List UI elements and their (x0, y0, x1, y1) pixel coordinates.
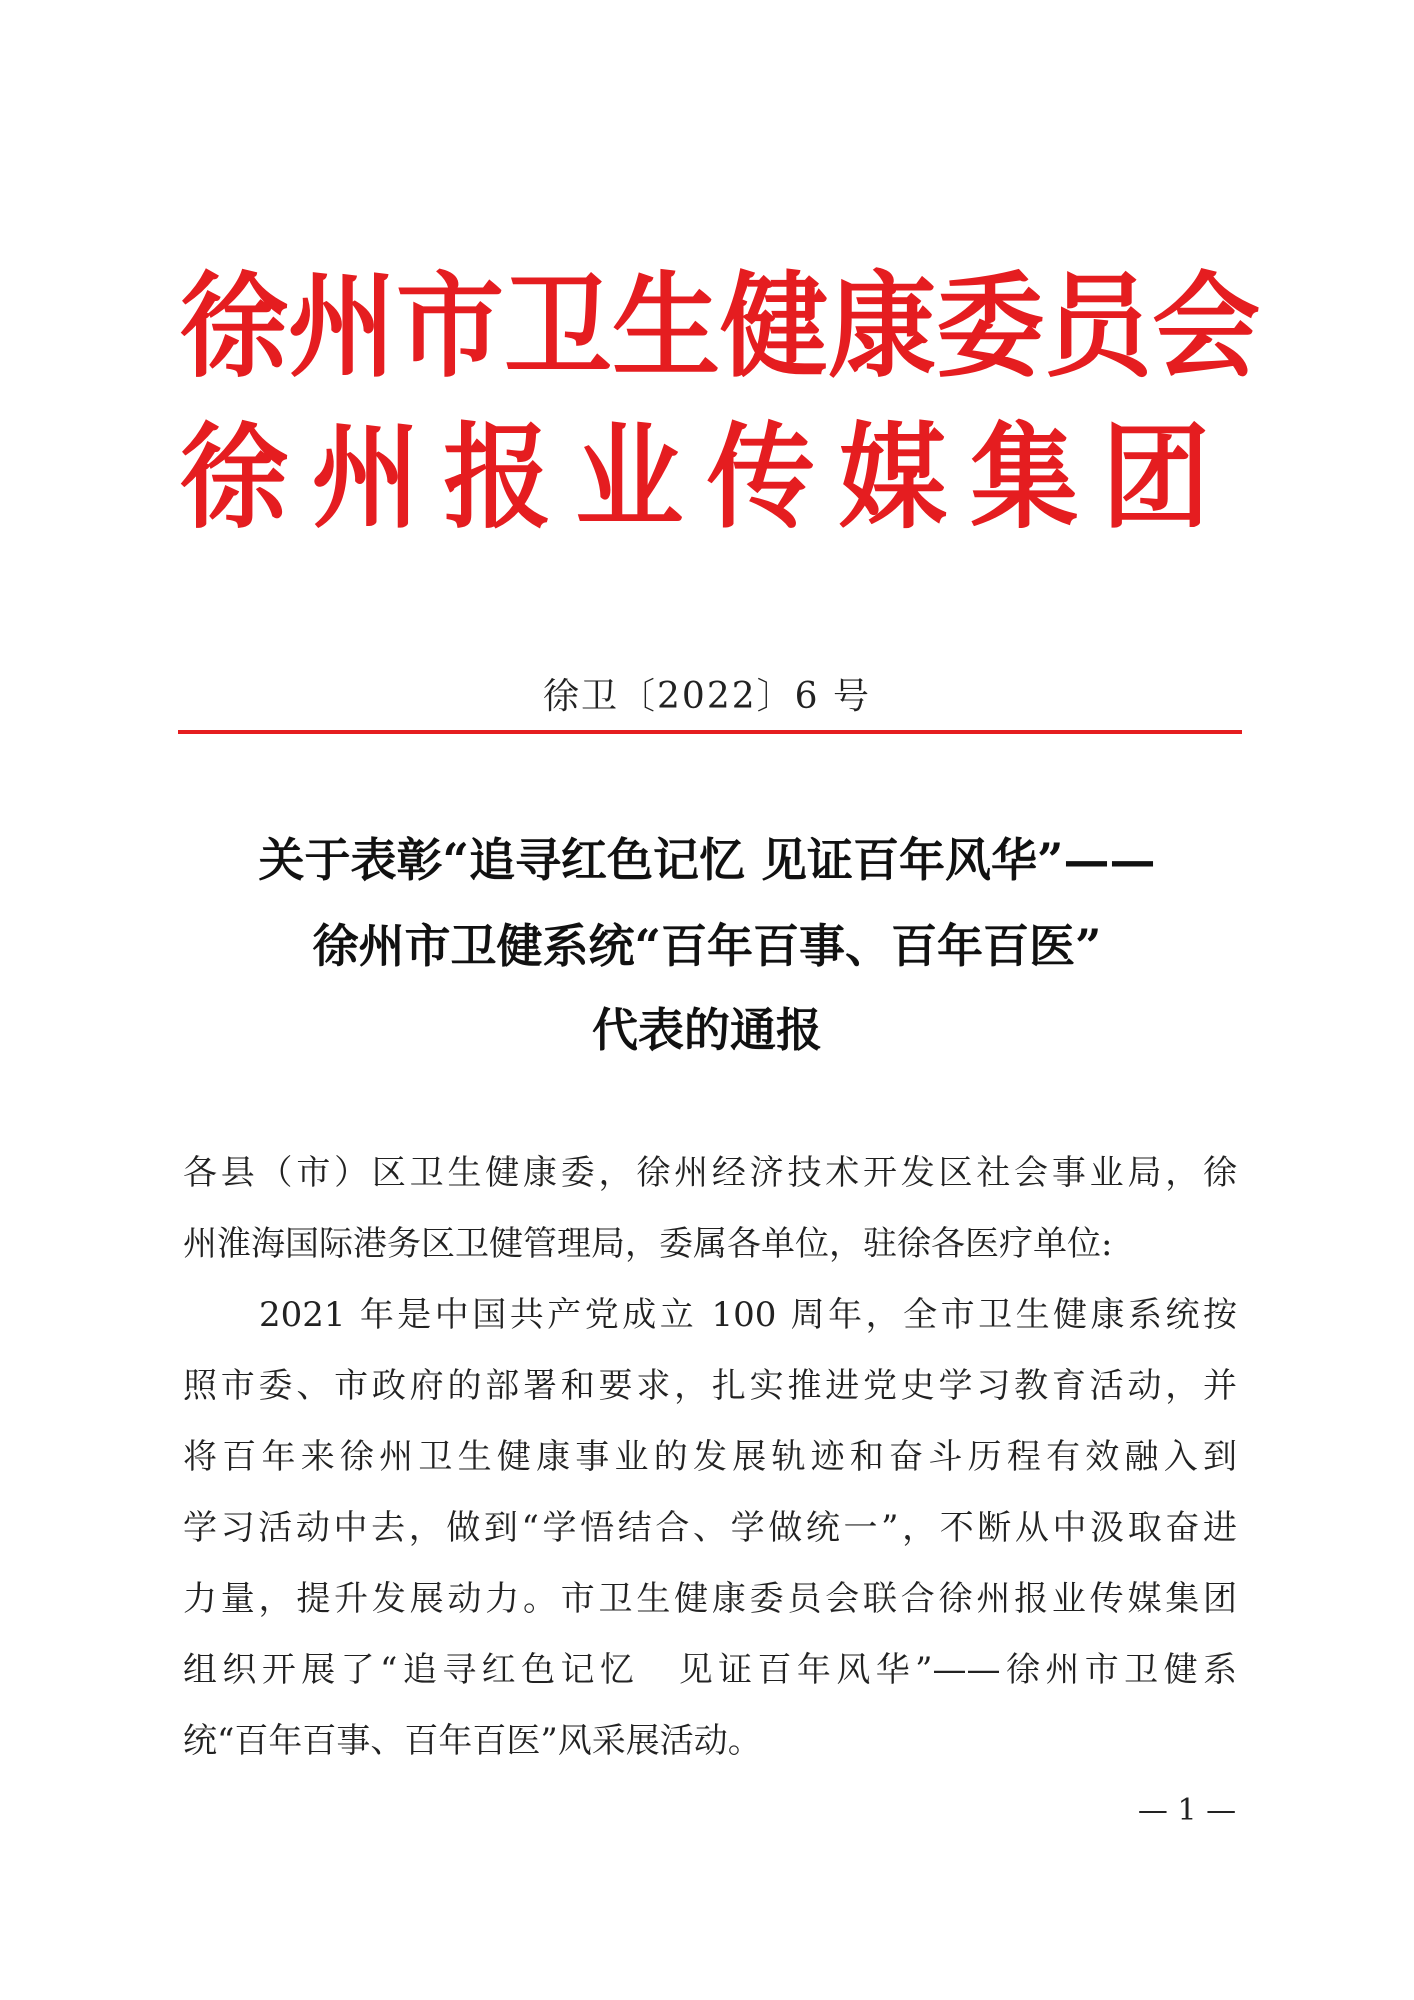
paragraph-line: 将百年来徐州卫生健康事业的发展轨迹和奋斗历程有效融入到 (183, 1437, 1237, 1477)
masthead-char: 会 (1152, 260, 1261, 394)
masthead-char: 市 (396, 260, 505, 394)
masthead-health-commission (180, 260, 1261, 394)
masthead-char: 徐 (180, 411, 289, 545)
title-line-2: 徐州市卫健系统“百年百事、百年百医” (312, 919, 1102, 973)
masthead-char: 集 (970, 411, 1079, 545)
addressee-line: 各县（市）区卫生健康委，徐州经济技术开发区社会事业局，徐 (183, 1153, 1237, 1193)
paragraph-line: 组织开展了“追寻红色记忆 见证百年风华”——徐州市卫健系 (183, 1650, 1237, 1690)
page-number: — 1 — (1137, 1793, 1237, 1828)
paragraph-line: 2021 年是中国共产党成立 100 周年，全市卫生健康系统按 (259, 1295, 1237, 1335)
masthead-media-group (180, 411, 1210, 545)
masthead-char: 生 (612, 260, 721, 394)
masthead-char: 州 (311, 411, 420, 545)
paragraph-line: 学习活动中去，做到“学悟结合、学做统一”，不断从中汲取奋进 (183, 1508, 1237, 1548)
masthead-char: 州 (288, 260, 397, 394)
masthead-char: 委 (936, 260, 1045, 394)
masthead-char: 媒 (838, 411, 947, 545)
paragraph-line: 统“百年百事、百年百医”风采展活动。 (183, 1721, 762, 1761)
paragraph-line: 照市委、市政府的部署和要求，扎实推进党史学习教育活动，并 (183, 1366, 1237, 1406)
document-number: 徐卫〔2022〕6 号 (543, 676, 871, 717)
masthead-char: 员 (1044, 260, 1153, 394)
masthead-char: 徐 (180, 260, 289, 394)
paragraph-line: 力量，提升发展动力。市卫生健康委员会联合徐州报业传媒集团 (183, 1579, 1237, 1619)
addressee-block (183, 1138, 1237, 1280)
addressee-line: 州淮海国际港务区卫健管理局，委属各单位，驻徐各医疗单位: (183, 1224, 1113, 1264)
masthead-char: 传 (706, 411, 815, 545)
body-paragraph (183, 1280, 1237, 1777)
masthead-char: 卫 (504, 260, 613, 394)
masthead-char: 报 (443, 411, 552, 545)
masthead-char: 康 (828, 260, 937, 394)
masthead-char: 业 (575, 411, 684, 545)
masthead-char: 健 (720, 260, 829, 394)
title-line-1: 关于表彰“追寻红色记忆 见证百年风华”—— (258, 833, 1156, 887)
title-line-3: 代表的通报 (592, 1003, 822, 1057)
masthead-char: 团 (1101, 411, 1210, 545)
red-divider-line (178, 730, 1242, 734)
